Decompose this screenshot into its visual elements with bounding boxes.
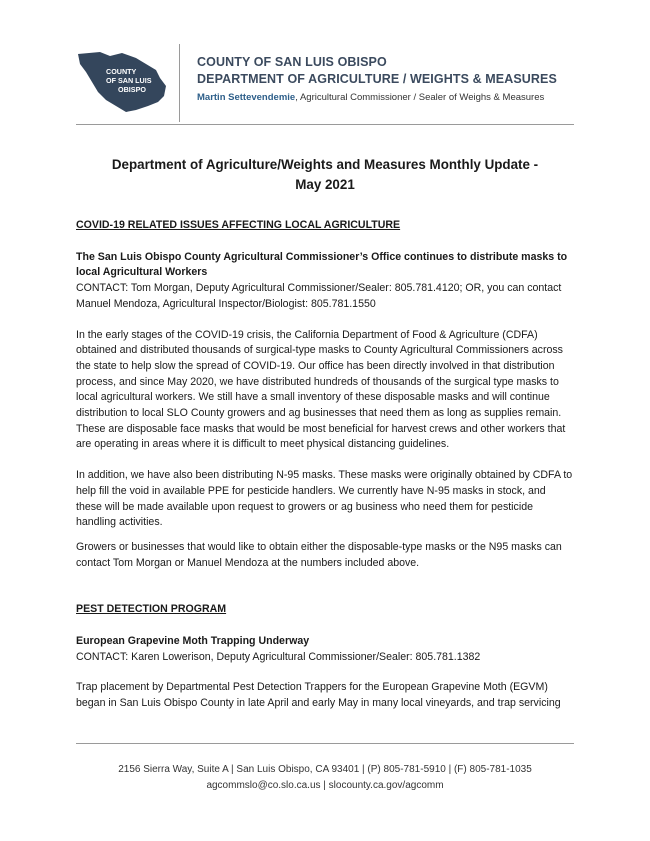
footer (76, 762, 574, 794)
title-line-2: May 2021 (295, 177, 355, 192)
county-logo (76, 50, 168, 114)
document-title (76, 155, 574, 195)
logo-text-2: OF SAN LUIS (106, 76, 152, 85)
department-name: DEPARTMENT OF AGRICULTURE / WEIGHTS & MEASURES (197, 72, 557, 86)
footer-address: 2156 Sierra Way, Suite A | San Luis Obispo, CA 93401 | (P) 805-781-5910 | (F) 805-781-1035 (118, 764, 532, 775)
covid-section-heading: COVID-19 RELATED ISSUES AFFECTING LOCAL AGRICULTURE (76, 219, 401, 231)
covid-contact: CONTACT: Tom Morgan, Deputy Agricultural Commissioner/Sealer: 805.781.4120; OR, you can contact Manuel Mendoza, Agricultural Inspector/Biologist: 805.781.1550 (76, 282, 562, 310)
pest-paragraph-1: Trap placement by Departmental Pest Detection Trappers for the European Grapevine Moth (EGVM) began in San Luis Obispo County in late April and early May in many local vineyards, and trap servicing (76, 681, 561, 710)
letterhead (76, 44, 574, 124)
covid-subheading: The San Luis Obispo County Agricultural Commissioner’s Office continues to distribute masks to local Agricultural Workers (76, 250, 568, 279)
footer-contact: agcommslo@co.slo.ca.us | slocounty.ca.gov/agcomm (206, 780, 444, 791)
footer-rule (76, 743, 574, 744)
header-text (197, 54, 577, 105)
title-line-1: Department of Agriculture/Weights and Measures Monthly Update - (111, 157, 539, 172)
county-name: COUNTY OF SAN LUIS OBISPO (197, 55, 387, 69)
commissioner-title: , Agricultural Commissioner / Sealer of Weighs & Measures (295, 92, 545, 103)
pest-contact: CONTACT: Karen Lowerison, Deputy Agricultural Commissioner/Sealer: 805.781.1382 (76, 650, 481, 663)
covid-paragraph-1: In the early stages of the COVID-19 crisis, the California Department of Food & Agriculture (CDFA) obtained and distributed thousands of surgical-type masks to County Agricultural Commissioners across the state to help slow the spread of COVID-19. Our office has been directly involved in that distribution process, and since May 2020, we have distributed hundreds of thousands of the surgical type masks to local agricultural workers. We still have a small inventory of these disposable masks and will continue distribution to local SLO County growers and ag businesses that need them as long as supplies remain. These are disposable face masks that would be most beneficial for harvest crews and other workers that are operating in areas where it is difficult to meet physical distancing guidelines. (76, 328, 566, 451)
logo-text-3: OBISPO (118, 85, 146, 94)
pest-section-heading: PEST DETECTION PROGRAM (76, 603, 227, 616)
covid-paragraph-2: In addition, we have also been distributing N-95 masks. These masks were originally obtained by CDFA to help fill the void in available PPE for pesticide handlers. We currently have N-95 masks in stock, and these will be made available upon request to growers or ag business who need them for pesticide handling activities. (76, 469, 573, 529)
commissioner-line (197, 90, 577, 105)
pest-subheading: European Grapevine Moth Trapping Underway (76, 635, 310, 648)
document-body (76, 150, 574, 712)
logo-text-1: COUNTY (106, 67, 137, 76)
covid-paragraph-3: Growers or businesses that would like to obtain either the disposable-type masks or the N95 masks can contact Tom Morgan or Manuel Mendoza at the numbers included above. (76, 540, 562, 569)
commissioner-name: Martin Settevendemie (197, 92, 296, 103)
header-rule (76, 124, 574, 125)
header-divider (179, 44, 180, 122)
